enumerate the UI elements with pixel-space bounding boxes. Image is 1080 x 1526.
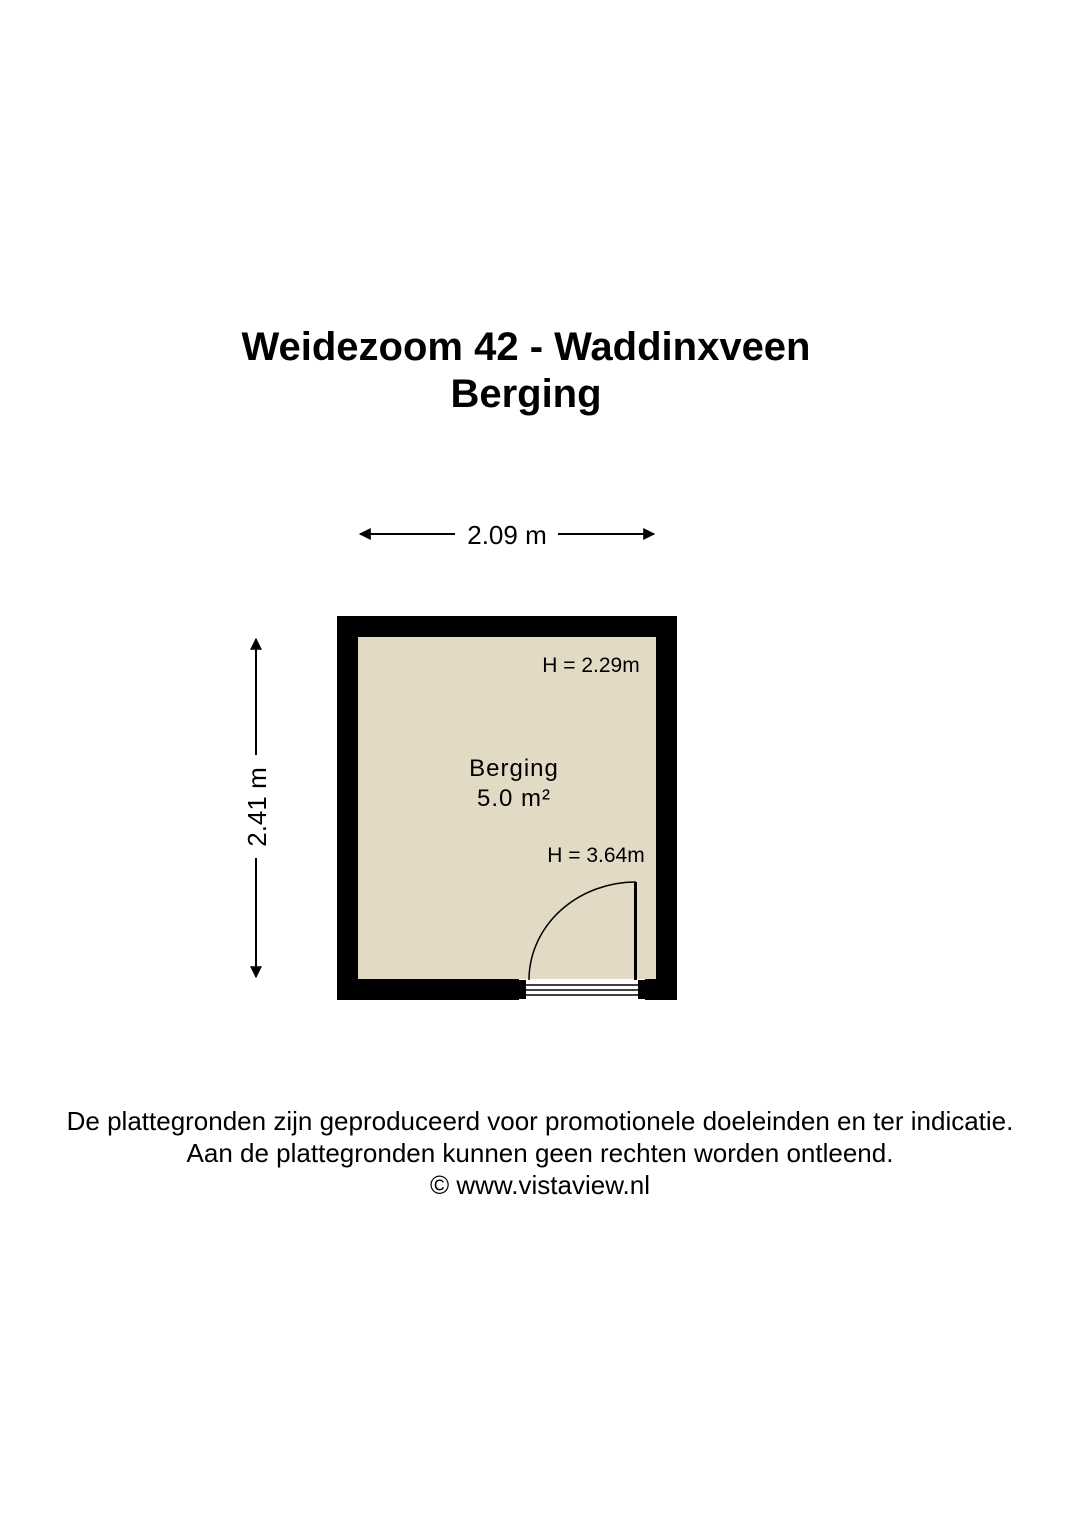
width-dimension — [360, 520, 654, 550]
door-leaf — [634, 882, 637, 980]
disclaimer-line-1: De plattegronden zijn geproduceerd voor promotionele doeleinden en ter indicatie. — [66, 1106, 1014, 1136]
copyright-link: © www.vistaview.nl — [430, 1170, 650, 1200]
height-dimension — [242, 639, 272, 977]
disclaimer-line-2: Aan de plattegronden kunnen geen rechten worden ontleend. — [186, 1138, 894, 1168]
plan-title: Weidezoom 42 - Waddinxveen — [241, 325, 811, 369]
width-label: 2.09 m — [467, 520, 547, 550]
room-area: 5.0 m² — [476, 785, 552, 812]
ceiling-height-top: H = 2.29m — [542, 654, 640, 677]
plan-subtitle: Berging — [450, 372, 602, 416]
ceiling-height-door: H = 3.64m — [547, 844, 645, 867]
room-berging — [337, 616, 677, 1000]
height-label: 2.41 m — [242, 767, 272, 847]
room-name: Berging — [469, 755, 559, 782]
